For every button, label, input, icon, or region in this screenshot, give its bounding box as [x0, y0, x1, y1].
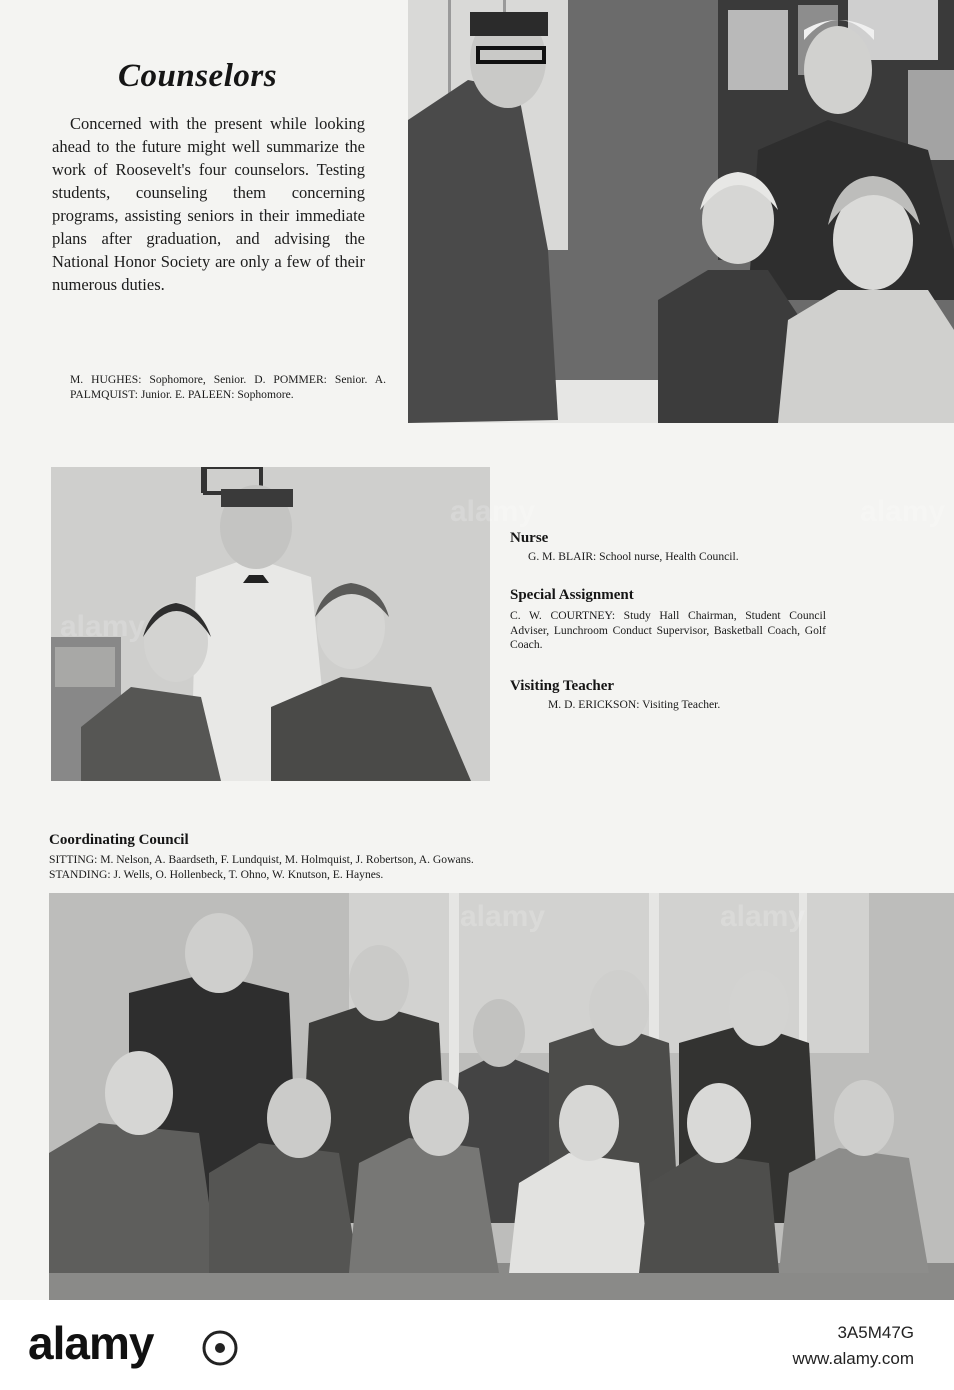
special-assignment-heading: Special Assignment [510, 587, 634, 603]
council-standing: STANDING: J. Wells, O. Hollenbeck, T. Ohno, W. Knutson, E. Haynes. [49, 868, 384, 881]
counselors-photo [408, 0, 954, 423]
watermark: alamy [450, 495, 536, 528]
counselors-intro: Concerned with the present while looking ahead to the future might well summarize the work of Roosevelt's four counselors. Testing students, counseling them concerning programs, assisting seniors in their immediate plans after graduation, and advising the National Honor Society are only a few of their numerous duties. [52, 114, 365, 294]
staff-photo [51, 467, 490, 781]
page-title: Counselors [118, 58, 278, 94]
image-id-block [792, 1320, 914, 1372]
visiting-teacher-text: M. D. ERICKSON: Visiting Teacher. [548, 698, 721, 711]
council-heading: Coordinating Council [49, 832, 189, 848]
alamy-logo: alamy [28, 1317, 154, 1369]
visiting-teacher-heading: Visiting Teacher [510, 678, 615, 694]
image-id: 3A5M47G [837, 1323, 914, 1342]
counselors-caption: M. HUGHES: Sophomore, Senior. D. POMMER: Senior. A. PALMQUIST: Junior. E. PALEEN: Sophomore. [70, 373, 386, 401]
stock-footer [0, 1300, 954, 1390]
nurse-heading: Nurse [510, 530, 549, 546]
special-assignment-text: C. W. COURTNEY: Study Hall Chairman, Student Council Adviser, Lunchroom Conduct Supervisor, Basketball Coach, Golf Coach. [510, 609, 826, 651]
nurse-text: G. M. BLAIR: School nurse, Health Council. [528, 550, 739, 563]
alamy-mark-icon [200, 1328, 240, 1368]
watermark: alamy [860, 495, 946, 528]
council-sitting: SITTING: M. Nelson, A. Baardseth, F. Lundquist, M. Holmquist, J. Robertson, A. Gowans. [49, 853, 474, 866]
council-photo [49, 893, 954, 1300]
site-url: www.alamy.com [792, 1349, 914, 1368]
